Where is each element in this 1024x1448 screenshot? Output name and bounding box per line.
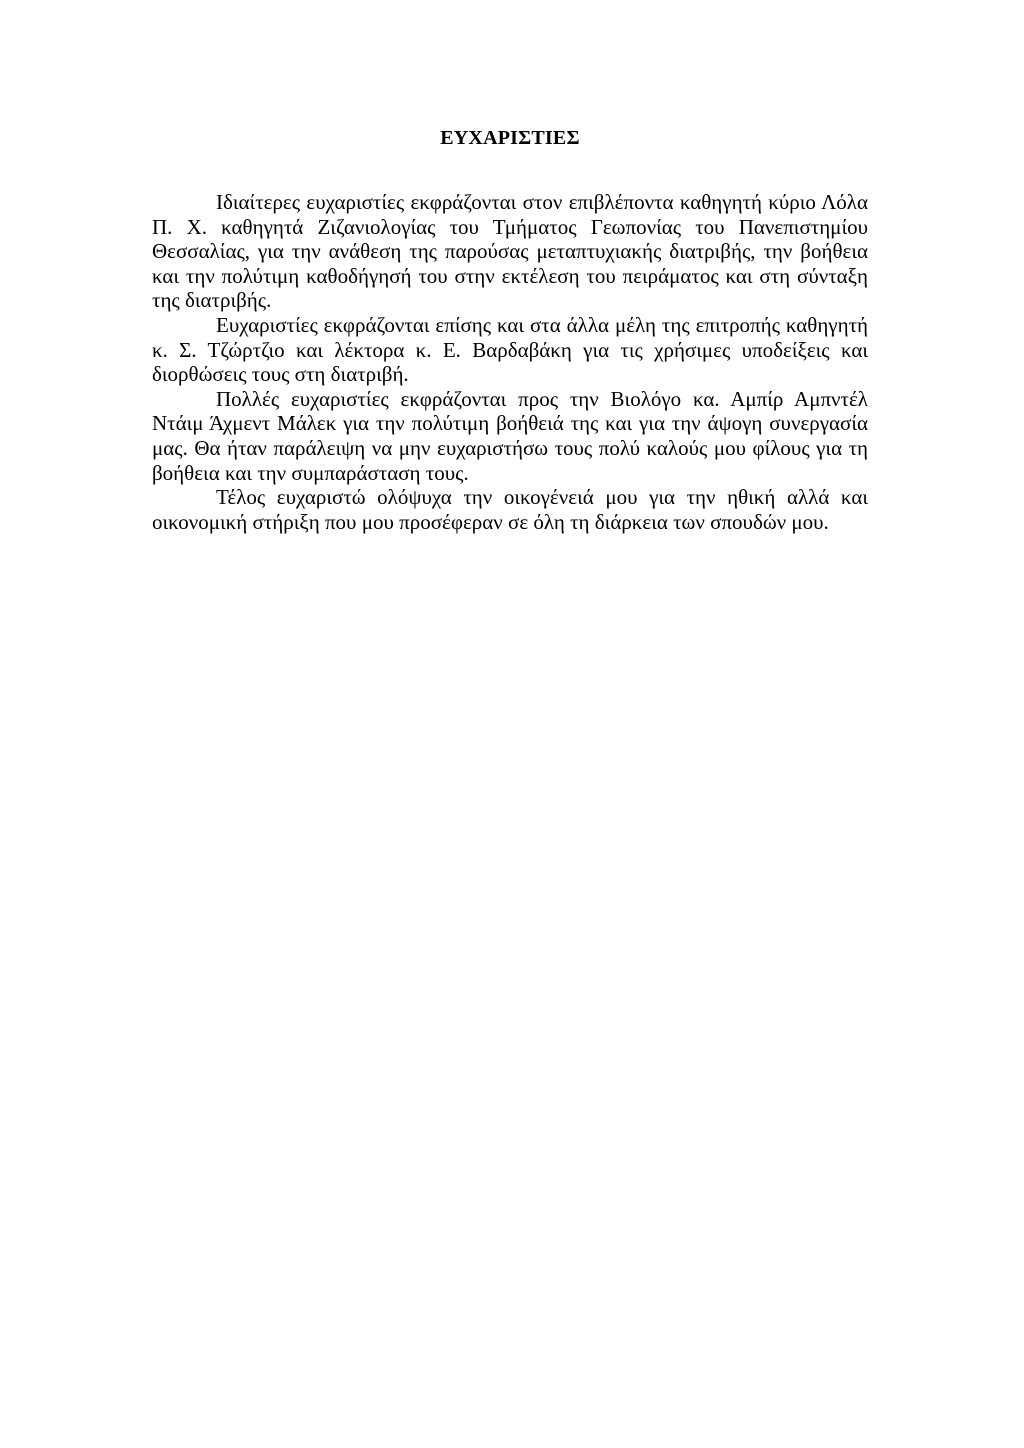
paragraph-colleague-thanks: Πολλές ευχαριστίες εκφράζονται προς την Βιολόγο κα. Αμπίρ Αμπντέλ Ντάιμ Άχμεντ Μάλεκ για την πολύτιμη βοήθειά της και για την άψογη συνεργασία μας. Θα ήταν παράλειψη να μην ευχαριστήσω τους πολύ καλούς μου φίλους για τη βοήθεια και την συμπαράσταση τους.	[152, 386, 868, 485]
paragraph-supervisor-thanks: Ιδιαίτερες ευχαριστίες εκφράζονται στον επιβλέποντα καθηγητή κύριο Λόλα Π. Χ. καθηγητά Ζιζανιολογίας του Τμήματος Γεωπονίας του Πανεπιστημίου Θεσσαλίας, για την ανάθεση της παρούσας μεταπτυχιακής διατριβής, την βοήθεια και την πολύτιμη καθοδήγησή του στην εκτέλεση του πειράματος και στη σύνταξη της διατριβής.	[152, 190, 868, 313]
paragraph-family-thanks: Τέλος ευχαριστώ ολόψυχα την οικογένειά μου για την ηθική αλλά και οικονομική στήριξη που μου προσέφεραν σε όλη τη διάρκεια των σπουδών μου.	[152, 485, 868, 534]
page-title: ΕΥΧΑΡΙΣΤΙΕΣ	[440, 127, 580, 149]
page-content	[152, 120, 868, 534]
paragraph-committee-thanks: Ευχαριστίες εκφράζονται επίσης και στα άλλα μέλη της επιτροπής καθηγητή κ. Σ. Τζώρτζιο και λέκτορα κ. Ε. Βαρδαβάκη για τις χρήσιμες υποδείξεις και διορθώσεις τους στη διατριβή.	[152, 312, 868, 387]
